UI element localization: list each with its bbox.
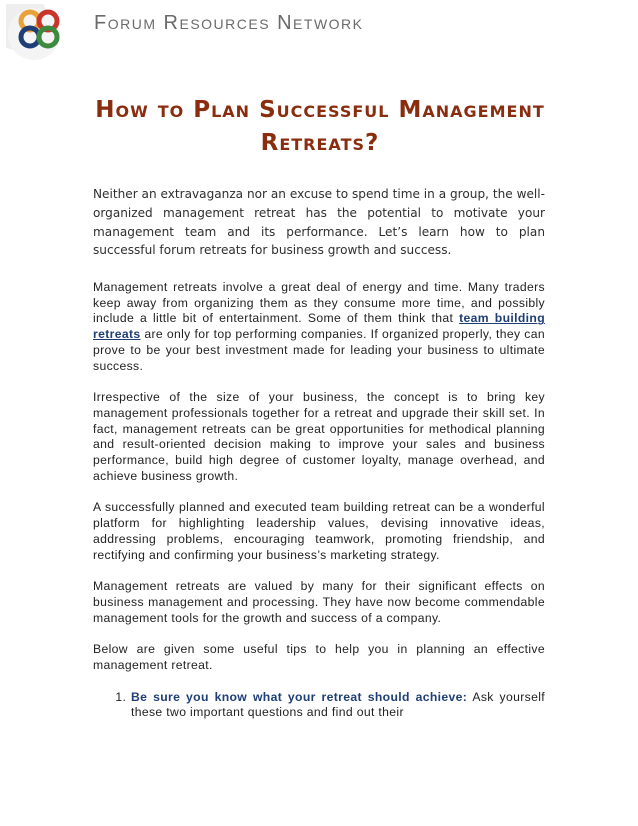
paragraph-3: A successfully planned and executed team building retreat can be a wonderful platform for highlighting leadership values, devising innovative ideas, addressing problems, encouraging teamwork, promoting friendship, and rectifying and confirming your business’s marketing strategy. (93, 500, 545, 562)
tip-text: Ask yourself these two important questions and find out their (131, 689, 546, 720)
title-line-1: How to Plan Successful Management (95, 97, 545, 123)
team-building-retreats-link[interactable]: team building retreats (93, 311, 545, 342)
page-header (0, 0, 638, 60)
paragraph-1 (93, 280, 545, 374)
brand-name: Forum Resources Network (94, 12, 364, 34)
paragraph-1-text-cont: are only for top performing companies. If organized properly, they can prove to be your best investment made for leading your business to ultimate success. (93, 327, 545, 373)
forum-resources-network-logo-icon (6, 4, 86, 60)
paragraph-5: Below are given some useful tips to help you in planning an effective management retreat. (93, 642, 545, 673)
paragraph-2: Irrespective of the size of your business, the concept is to bring key management professionals together for a retreat and upgrade their skill set. In fact, management retreats can be great opportunities for methodical planning and result-oriented decision making to improve your sales and business performance, build high degree of customer loyalty, manage overhead, and achieve business growth. (93, 390, 545, 483)
title-line-2: Retreats? (260, 130, 380, 156)
paragraph-4: Management retreats are valued by many for their significant effects on business management and processing. They have now become commendable management tools for the growth and success of a company. (93, 579, 545, 625)
paragraph-1-text: Management retreats involve a great deal of energy and time. Many traders keep away from organizing them as they consume more time, and possibly include a little bit of entertainment. Some of them think that (93, 280, 545, 326)
intro-paragraph: Neither an extravaganza nor an excuse to spend time in a group, the well-organized management retreat has the potential to motivate your management team and its performance. Let’s learn how to plan successful forum retreats for business growth and success. (93, 187, 545, 258)
tips-list (93, 690, 545, 721)
document-body (93, 280, 545, 721)
tip-title: Be sure you know what your retreat should achieve: (131, 689, 468, 704)
document-title (70, 94, 570, 160)
list-item (130, 690, 545, 721)
